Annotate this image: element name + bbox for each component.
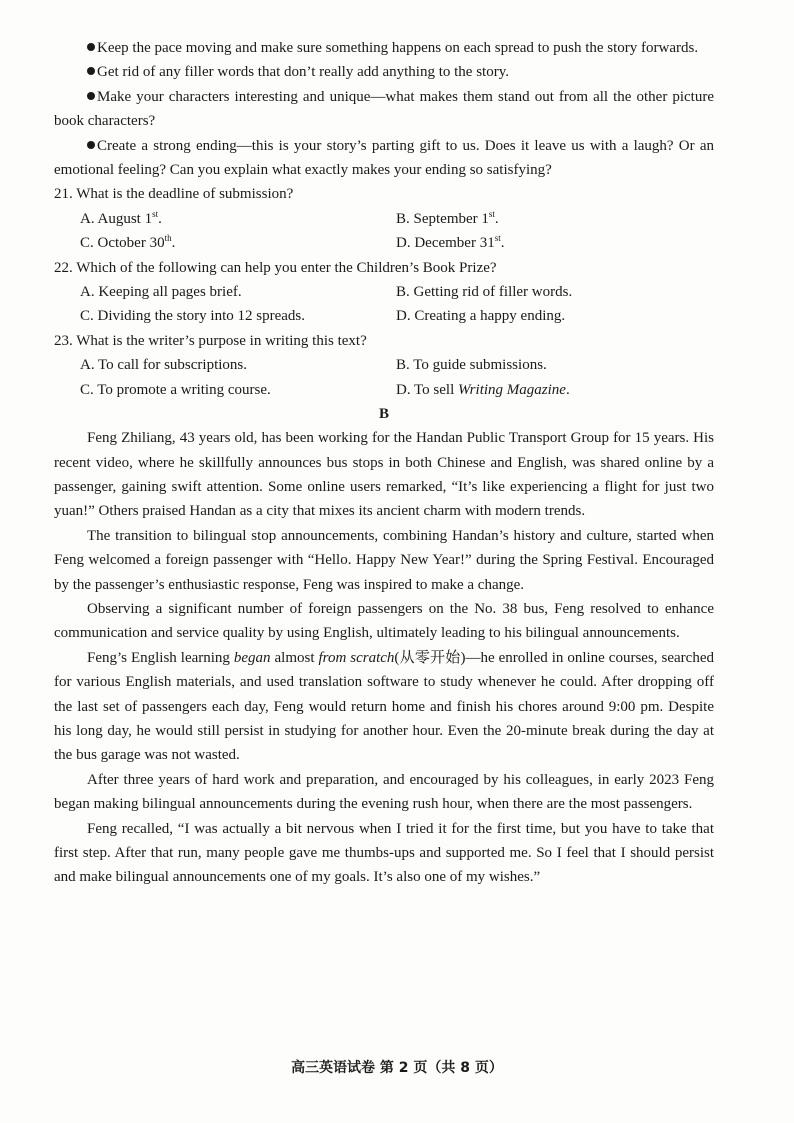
bullet-icon [87, 43, 95, 51]
passage-paragraph-1: Feng Zhiliang, 43 years old, has been working for the Handan Public Transport Group for 15 years. His recent video, where he skillfully announces bus stops in both Chinese and English, was shared online by a passenger, gaining swift attention. Some online users remarked, “It’s like experiencing a flight for just two yuan!” Others praised Handan as a city that mixes its ancient charm with modern trends. [54, 430, 714, 520]
option-a: A. Keeping all pages brief. [80, 284, 242, 301]
passage-paragraph-3: Observing a significant number of foreign passengers on the No. 38 bus, Feng resolved to enhance communication and service quality by using English, ultimately leading to his bilingual announcements. [54, 600, 714, 642]
question-23-options [54, 353, 714, 402]
option-d: D. To sell Writing Magazine. [396, 381, 570, 398]
option-a: A. To call for subscriptions. [80, 357, 247, 374]
option-c: C. To promote a writing course. [80, 381, 271, 398]
option-d: D. Creating a happy ending. [396, 308, 566, 325]
section-heading: B [378, 406, 389, 423]
option-b: B. Getting rid of filler words. [396, 284, 573, 301]
question-22-options [54, 280, 714, 329]
option-c: C. Dividing the story into 12 spreads. [80, 308, 305, 325]
option-b: B. To guide submissions. [396, 357, 547, 374]
page-content [54, 36, 714, 890]
passage-paragraph-4: Feng’s English learning began almost from scratch(从零开始)—he enrolled in online courses, searched for various English materials, and used translation software to study whenever he could. After dropping off the last set of passengers each day, Feng would return home and finish his chores around 9:00 pm. Despite his long day, he would still persist in studying for another hour. Even the 20-minute break during the day at the bus garage was not wasted. [54, 649, 714, 764]
page-footer: 高三英语试卷 第 2 页（共 8 页） [291, 1060, 503, 1076]
bullet-icon [87, 141, 95, 149]
question-21-options [54, 207, 714, 256]
bullet-icon [87, 67, 95, 75]
tip-filler: Get rid of any filler words that don’t really add anything to the story. [54, 60, 714, 84]
question-23: 23. What is the writer’s purpose in writing this text? [54, 332, 367, 349]
tip-ending: Create a strong ending—this is your story’s parting gift to us. Does it leave us with a laugh? Or an emotional feeling? Can you explain what exactly makes your ending so satisfying? [54, 137, 714, 179]
bullet-icon [87, 92, 95, 100]
tip-pace: Keep the pace moving and make sure something happens on each spread to push the story forwards. [54, 36, 714, 60]
passage-paragraph-2: The transition to bilingual stop announcements, combining Handan’s history and culture, started when Feng welcomed a foreign passenger with “Hello. Happy New Year!” during the Spring Festival. Encouraged by the passenger’s enthusiastic response, Feng was inspired to make a change. [54, 527, 714, 593]
option-c: C. October 30th. [80, 233, 176, 252]
question-22: 22. Which of the following can help you enter the Children’s Book Prize? [54, 259, 497, 276]
option-d: D. December 31st. [396, 233, 505, 252]
option-b: B. September 1st. [396, 208, 499, 227]
question-21: 21. What is the deadline of submission? [54, 186, 294, 203]
passage-paragraph-5: After three years of hard work and preparation, and encouraged by his colleagues, in early 2023 Feng began making bilingual announcements during the evening rush hour, when there are the most passengers. [54, 771, 714, 813]
tip-characters: Make your characters interesting and unique—what makes them stand out from all the other picture book characters? [54, 88, 714, 130]
passage-paragraph-6: Feng recalled, “I was actually a bit nervous when I tried it for the first time, but you have to take that first step. After that run, many people gave me thumbs-ups and supported me. So I feel that I should persist and make bilingual announcements one of my goals. It’s also one of my wishes.” [54, 820, 714, 886]
option-a: A. August 1st. [80, 208, 162, 227]
